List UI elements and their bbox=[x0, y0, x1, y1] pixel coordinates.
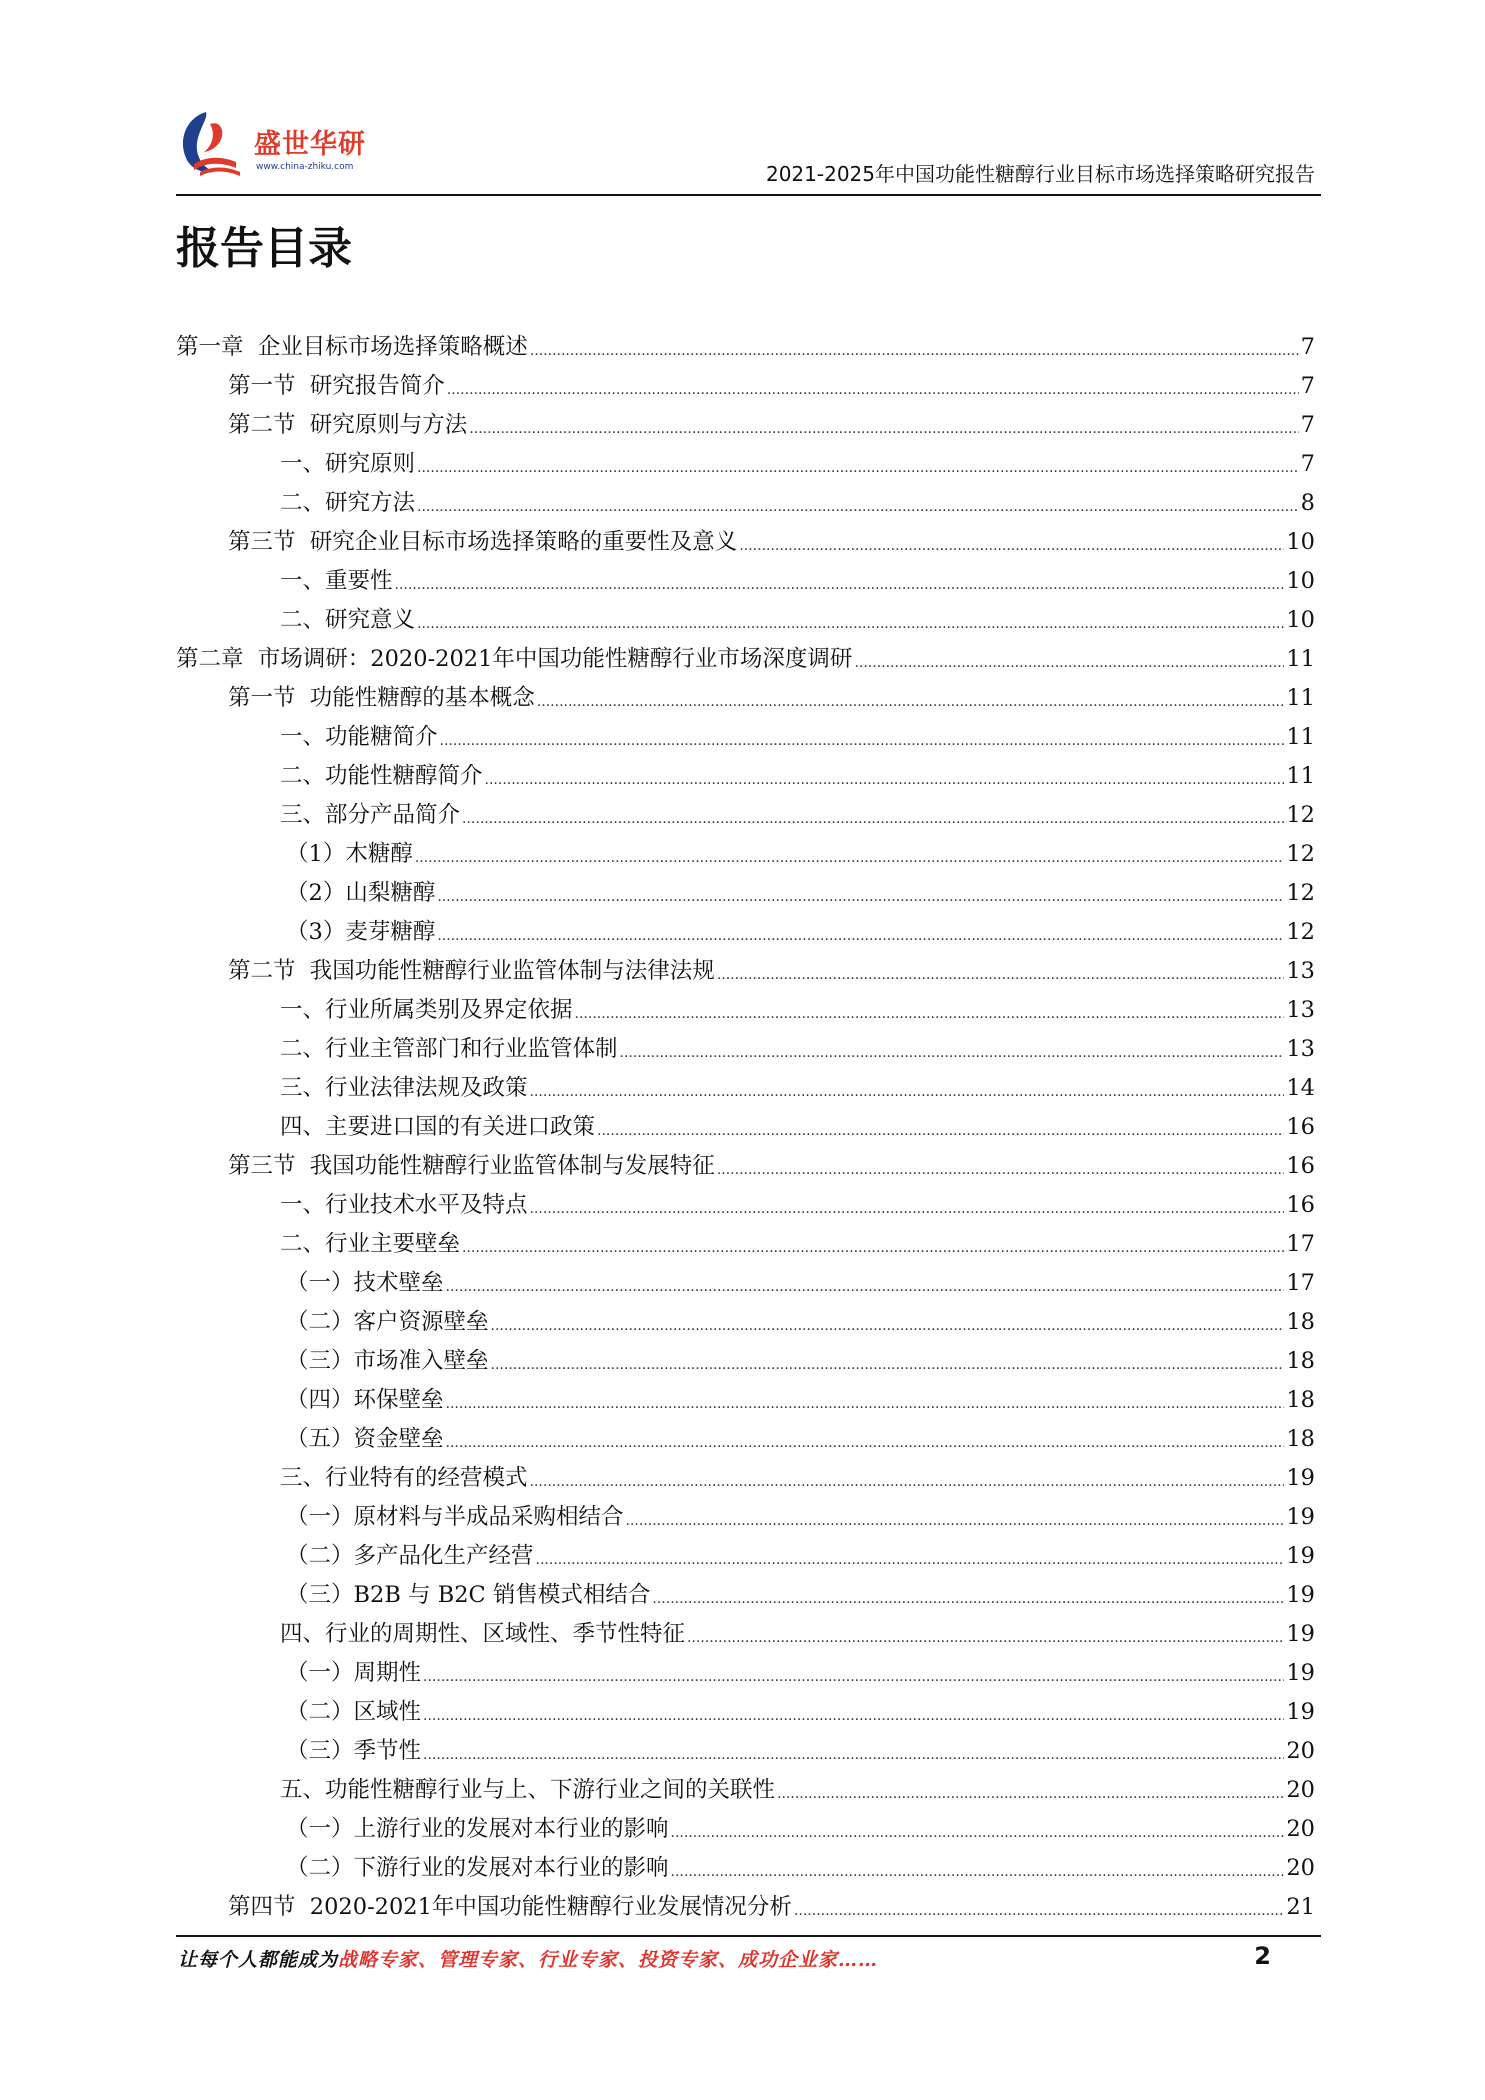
toc-leader-dots bbox=[485, 769, 1285, 791]
toc-entry-page: 19 bbox=[1286, 1621, 1315, 1647]
toc-entry-page: 11 bbox=[1286, 685, 1315, 711]
logo-emblem-icon bbox=[176, 104, 256, 184]
toc-entry-title: （二）多产品化生产经营 bbox=[286, 1543, 534, 1569]
toc-entry[interactable] bbox=[176, 1259, 1315, 1298]
toc-entry[interactable] bbox=[176, 674, 1315, 713]
toc-entry[interactable] bbox=[176, 830, 1315, 869]
toc-entry[interactable] bbox=[176, 1493, 1315, 1532]
toc-leader-dots bbox=[423, 1666, 1284, 1688]
toc-leader-dots bbox=[777, 1783, 1284, 1805]
toc-entry[interactable] bbox=[176, 479, 1315, 518]
toc-entry-page: 19 bbox=[1286, 1504, 1315, 1530]
toc-entry[interactable] bbox=[176, 1571, 1315, 1610]
toc-entry[interactable] bbox=[176, 1727, 1315, 1766]
toc-entry-title: 一、重要性 bbox=[280, 568, 393, 594]
toc-leader-dots bbox=[437, 886, 1284, 908]
toc-entry-title: 一、行业所属类别及界定依据 bbox=[280, 997, 573, 1023]
toc-leader-dots bbox=[437, 925, 1284, 947]
toc-leader-dots bbox=[469, 418, 1298, 440]
toc-entry-title: （三）季节性 bbox=[286, 1738, 422, 1764]
toc-leader-dots bbox=[417, 613, 1284, 635]
toc-entry[interactable] bbox=[176, 518, 1315, 557]
toc-leader-dots bbox=[854, 652, 1284, 674]
toc-entry[interactable] bbox=[176, 1883, 1315, 1922]
toc-leader-dots bbox=[446, 1432, 1285, 1454]
toc-entry[interactable] bbox=[176, 1415, 1315, 1454]
toc-entry-page: 20 bbox=[1286, 1855, 1315, 1881]
logo-name: 盛世华研 bbox=[254, 129, 366, 160]
toc-entry[interactable] bbox=[176, 362, 1315, 401]
toc-entry[interactable] bbox=[176, 1610, 1315, 1649]
toc-entry[interactable] bbox=[176, 986, 1315, 1025]
toc-entry[interactable] bbox=[176, 1766, 1315, 1805]
toc-entry-page: 19 bbox=[1286, 1660, 1315, 1686]
toc-entry-title: 第三节 研究企业目标市场选择策略的重要性及意义 bbox=[228, 529, 738, 555]
table-of-contents bbox=[176, 323, 1315, 1922]
toc-entry[interactable] bbox=[176, 947, 1315, 986]
toc-entry[interactable] bbox=[176, 1688, 1315, 1727]
toc-entry-page: 10 bbox=[1286, 607, 1315, 633]
toc-leader-dots bbox=[717, 1159, 1285, 1181]
toc-entry[interactable] bbox=[176, 1532, 1315, 1571]
toc-entry-page: 17 bbox=[1286, 1231, 1315, 1257]
toc-entry-page: 13 bbox=[1286, 997, 1315, 1023]
toc-leader-dots bbox=[491, 1315, 1285, 1337]
toc-entry[interactable] bbox=[176, 1142, 1315, 1181]
toc-entry-title: （三）市场准入壁垒 bbox=[286, 1348, 489, 1374]
toc-leader-dots bbox=[537, 691, 1285, 713]
toc-entry-title: 二、行业主管部门和行业监管体制 bbox=[280, 1036, 618, 1062]
toc-entry[interactable] bbox=[176, 401, 1315, 440]
toc-entry-page: 11 bbox=[1286, 763, 1315, 789]
toc-entry-title: 三、行业特有的经营模式 bbox=[280, 1465, 528, 1491]
toc-entry-page: 20 bbox=[1286, 1777, 1315, 1803]
toc-leader-dots bbox=[530, 1198, 1285, 1220]
company-logo bbox=[176, 104, 406, 184]
toc-entry[interactable] bbox=[176, 1376, 1315, 1415]
toc-entry-title: 第二章 市场调研：2020-2021年中国功能性糖醇行业市场深度调研 bbox=[176, 646, 853, 672]
toc-entry-title: （五）资金壁垒 bbox=[286, 1426, 444, 1452]
toc-entry-page: 11 bbox=[1286, 646, 1315, 672]
toc-leader-dots bbox=[626, 1510, 1285, 1532]
toc-entry-title: 第一节 研究报告简介 bbox=[228, 373, 445, 399]
toc-entry-page: 10 bbox=[1286, 529, 1315, 555]
toc-entry-title: 一、行业技术水平及特点 bbox=[280, 1192, 528, 1218]
toc-entry-title: （四）环保壁垒 bbox=[286, 1387, 444, 1413]
toc-leader-dots bbox=[671, 1861, 1285, 1883]
toc-entry-title: 三、部分产品简介 bbox=[280, 802, 461, 828]
toc-entry-page: 21 bbox=[1286, 1894, 1315, 1920]
toc-entry-page: 13 bbox=[1286, 958, 1315, 984]
toc-leader-dots bbox=[415, 847, 1285, 869]
toc-entry-page: 13 bbox=[1286, 1036, 1315, 1062]
toc-entry-page: 18 bbox=[1286, 1387, 1315, 1413]
toc-entry-title: （一）原材料与半成品采购相结合 bbox=[286, 1504, 624, 1530]
page-number: 2 bbox=[1254, 1942, 1271, 1970]
toc-entry-title: 第四节 2020-2021年中国功能性糖醇行业发展情况分析 bbox=[228, 1894, 792, 1920]
toc-entry-title: 第二节 研究原则与方法 bbox=[228, 412, 468, 438]
toc-leader-dots bbox=[739, 535, 1284, 557]
toc-entry-title: （一）技术壁垒 bbox=[286, 1270, 444, 1296]
toc-leader-dots bbox=[423, 1744, 1284, 1766]
toc-entry-page: 14 bbox=[1286, 1075, 1315, 1101]
toc-entry-page: 17 bbox=[1286, 1270, 1315, 1296]
toc-leader-dots bbox=[423, 1705, 1284, 1727]
toc-entry-page: 20 bbox=[1286, 1738, 1315, 1764]
toc-entry-page: 16 bbox=[1286, 1153, 1315, 1179]
toc-entry[interactable] bbox=[176, 1103, 1315, 1142]
toc-leader-dots bbox=[687, 1627, 1284, 1649]
toc-leader-dots bbox=[620, 1042, 1285, 1064]
toc-leader-dots bbox=[794, 1900, 1284, 1922]
toc-leader-dots bbox=[395, 574, 1285, 596]
toc-entry-page: 7 bbox=[1300, 334, 1315, 360]
toc-leader-dots bbox=[462, 808, 1284, 830]
toc-entry-title: 第一章 企业目标市场选择策略概述 bbox=[176, 334, 528, 360]
toc-entry[interactable] bbox=[176, 323, 1315, 362]
toc-leader-dots bbox=[440, 730, 1285, 752]
toc-entry-page: 12 bbox=[1286, 880, 1315, 906]
toc-leader-dots bbox=[417, 457, 1299, 479]
toc-entry[interactable] bbox=[176, 1649, 1315, 1688]
toc-entry-title: （二）下游行业的发展对本行业的影响 bbox=[286, 1855, 669, 1881]
toc-leader-dots bbox=[417, 496, 1299, 518]
toc-entry[interactable] bbox=[176, 713, 1315, 752]
toc-leader-dots bbox=[536, 1549, 1285, 1571]
toc-leader-dots bbox=[446, 1276, 1285, 1298]
toc-entry[interactable] bbox=[176, 1181, 1315, 1220]
toc-entry[interactable] bbox=[176, 869, 1315, 908]
toc-entry[interactable] bbox=[176, 557, 1315, 596]
toc-leader-dots bbox=[717, 964, 1285, 986]
toc-leader-dots bbox=[530, 1081, 1285, 1103]
toc-entry[interactable] bbox=[176, 635, 1315, 674]
toc-entry-page: 7 bbox=[1300, 373, 1315, 399]
toc-entry-title: 三、行业法律法规及政策 bbox=[280, 1075, 528, 1101]
toc-entry-page: 7 bbox=[1300, 412, 1315, 438]
toc-entry-title: 第二节 我国功能性糖醇行业监管体制与法律法规 bbox=[228, 958, 715, 984]
toc-entry-title: （三）B2B 与 B2C 销售模式相结合 bbox=[286, 1582, 651, 1608]
toc-entry-page: 20 bbox=[1286, 1816, 1315, 1842]
toc-entry[interactable] bbox=[176, 1454, 1315, 1493]
footer-slogan-prefix: 让每个人都能成为 bbox=[178, 1949, 339, 1971]
toc-leader-dots bbox=[597, 1120, 1284, 1142]
toc-leader-dots bbox=[447, 379, 1299, 401]
toc-entry-title: 第一节 功能性糖醇的基本概念 bbox=[228, 685, 535, 711]
footer-slogan bbox=[178, 1945, 878, 1972]
toc-leader-dots bbox=[652, 1588, 1284, 1610]
toc-entry[interactable] bbox=[176, 908, 1315, 947]
toc-entry-page: 19 bbox=[1286, 1582, 1315, 1608]
logo-url: www.china-zhiku.com bbox=[256, 162, 354, 172]
toc-entry-page: 18 bbox=[1286, 1309, 1315, 1335]
toc-entry-page: 16 bbox=[1286, 1114, 1315, 1140]
toc-entry-page: 12 bbox=[1286, 841, 1315, 867]
toc-entry[interactable] bbox=[176, 1805, 1315, 1844]
toc-entry[interactable] bbox=[176, 752, 1315, 791]
toc-entry-page: 11 bbox=[1286, 724, 1315, 750]
toc-entry-title: （3）麦芽糖醇 bbox=[286, 919, 436, 945]
toc-entry-page: 8 bbox=[1300, 490, 1315, 516]
toc-entry-title: 二、行业主要壁垒 bbox=[280, 1231, 461, 1257]
toc-entry-title: 二、研究方法 bbox=[280, 490, 416, 516]
toc-entry-title: 第三节 我国功能性糖醇行业监管体制与发展特征 bbox=[228, 1153, 715, 1179]
toc-leader-dots bbox=[491, 1354, 1285, 1376]
toc-entry[interactable] bbox=[176, 1298, 1315, 1337]
toc-entry-page: 18 bbox=[1286, 1348, 1315, 1374]
footer-slogan-highlight: 战略专家、管理专家、行业专家、投资专家、成功企业家…… bbox=[338, 1949, 879, 1971]
toc-entry[interactable] bbox=[176, 1337, 1315, 1376]
header-divider bbox=[176, 194, 1321, 196]
toc-entry[interactable] bbox=[176, 1220, 1315, 1259]
toc-entry[interactable] bbox=[176, 440, 1315, 479]
toc-entry-page: 19 bbox=[1286, 1465, 1315, 1491]
toc-entry-title: 四、主要进口国的有关进口政策 bbox=[280, 1114, 596, 1140]
toc-leader-dots bbox=[575, 1003, 1285, 1025]
report-header-title: 2021-2025年中国功能性糖醇行业目标市场选择策略研究报告 bbox=[765, 162, 1315, 186]
toc-entry-page: 19 bbox=[1286, 1699, 1315, 1725]
toc-entry-page: 18 bbox=[1286, 1426, 1315, 1452]
toc-entry-page: 19 bbox=[1286, 1543, 1315, 1569]
toc-leader-dots bbox=[671, 1822, 1285, 1844]
toc-entry[interactable] bbox=[176, 1844, 1315, 1883]
toc-leader-dots bbox=[462, 1237, 1284, 1259]
toc-entry[interactable] bbox=[176, 1064, 1315, 1103]
toc-entry-page: 10 bbox=[1286, 568, 1315, 594]
toc-entry-title: （2）山梨糖醇 bbox=[286, 880, 436, 906]
toc-entry-title: （1）木糖醇 bbox=[286, 841, 413, 867]
page-title: 报告目录 bbox=[176, 223, 352, 274]
toc-entry-title: 二、研究意义 bbox=[280, 607, 416, 633]
toc-entry-title: 一、功能糖简介 bbox=[280, 724, 438, 750]
toc-entry-title: 四、行业的周期性、区域性、季节性特征 bbox=[280, 1621, 686, 1647]
toc-leader-dots bbox=[530, 340, 1299, 362]
toc-entry-title: （二）客户资源壁垒 bbox=[286, 1309, 489, 1335]
toc-entry-title: 一、研究原则 bbox=[280, 451, 416, 477]
toc-entry-page: 12 bbox=[1286, 919, 1315, 945]
footer-divider bbox=[176, 1935, 1321, 1937]
toc-entry-title: （一）上游行业的发展对本行业的影响 bbox=[286, 1816, 669, 1842]
toc-entry-page: 7 bbox=[1300, 451, 1315, 477]
toc-entry[interactable] bbox=[176, 1025, 1315, 1064]
toc-entry-title: （一）周期性 bbox=[286, 1660, 422, 1686]
toc-entry[interactable] bbox=[176, 791, 1315, 830]
toc-entry-title: 五、功能性糖醇行业与上、下游行业之间的关联性 bbox=[280, 1777, 776, 1803]
toc-leader-dots bbox=[446, 1393, 1285, 1415]
toc-entry-title: （二）区域性 bbox=[286, 1699, 422, 1725]
toc-entry-page: 16 bbox=[1286, 1192, 1315, 1218]
toc-entry[interactable] bbox=[176, 596, 1315, 635]
toc-entry-page: 12 bbox=[1286, 802, 1315, 828]
toc-entry-title: 二、功能性糖醇简介 bbox=[280, 763, 483, 789]
toc-leader-dots bbox=[530, 1471, 1285, 1493]
